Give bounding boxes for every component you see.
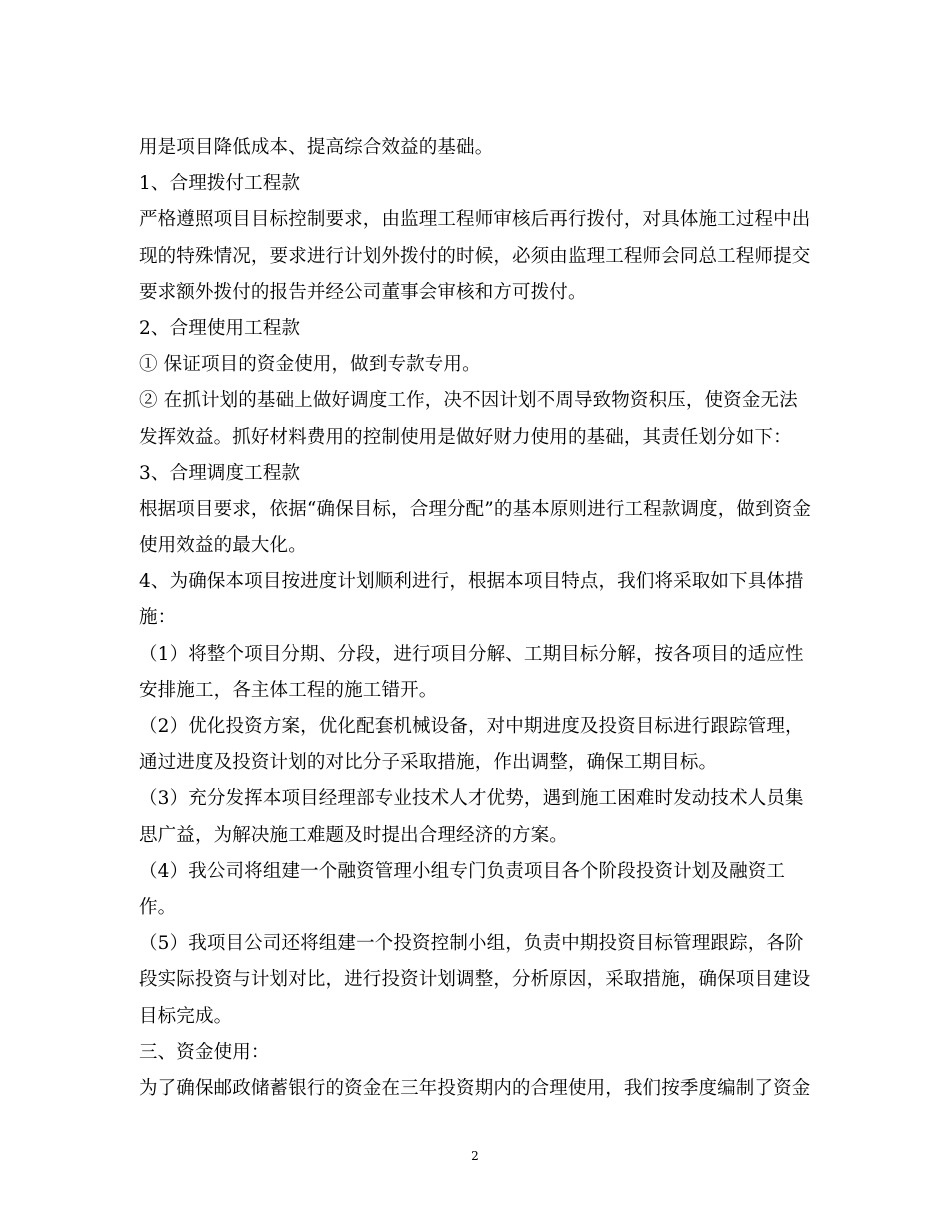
- page-number: 2: [471, 1149, 479, 1163]
- section-heading: 4、为确保本项目按进度计划顺利进行，根据本项目特点，我们将采取如下具体措: [139, 571, 804, 593]
- list-item: （5）我项目公司还将组建一个投资控制小组，负责中期投资目标管理跟踪，各阶: [139, 933, 804, 955]
- text-line: 思广益，为解决施工难题及时提出合理经济的方案。: [139, 824, 568, 846]
- text-line: 使用效益的最大化。: [139, 535, 307, 557]
- text-line: 通过进度及投资计划的对比分子采取措施，作出调整，确保工期目标。: [139, 752, 718, 774]
- document-body: [139, 130, 819, 1107]
- text-line: 根据项目要求，依据“确保目标，合理分配”的基本原则进行工程款调度，做到资金: [139, 498, 811, 520]
- text-line: 施：: [139, 607, 177, 629]
- list-item: ① 保证项目的资金使用，做到专款专用。: [139, 354, 481, 376]
- section-heading: 3、合理调度工程款: [139, 462, 301, 484]
- text-line: 为了确保邮政储蓄银行的资金在三年投资期内的合理使用，我们按季度编制了资金: [139, 1077, 811, 1099]
- text-line: 现的特殊情况，要求进行计划外拨付的时候，必须由监理工程师会同总工程师提交: [139, 245, 811, 267]
- section-heading: 1、合理拨付工程款: [139, 173, 301, 195]
- list-item: （4）我公司将组建一个融资管理小组专门负责项目各个阶段投资计划及融资工: [139, 860, 786, 882]
- text-line: 要求额外拨付的报告并经公司董事会审核和方可拨付。: [139, 281, 587, 303]
- section-heading: 三、资金使用：: [139, 1041, 270, 1063]
- text-line: 作。: [139, 896, 177, 918]
- text-line: 安排施工，各主体工程的施工错开。: [139, 679, 438, 701]
- text-line: 发挥效益。抓好材料费用的控制使用是做好财力使用的基础，其责任划分如下：: [139, 426, 792, 448]
- list-item: （2）优化投资方案，优化配套机械设备，对中期进度及投资目标进行跟踪管理，: [139, 716, 804, 737]
- list-item: ② 在抓计划的基础上做好调度工作，决不因计划不周导致物资积压，使资金无法: [139, 390, 798, 412]
- list-item: （1）将整个项目分期、分段，进行项目分解、工期目标分解，按各项目的适应性: [139, 643, 804, 665]
- text-line: 目标完成。: [139, 1005, 233, 1027]
- section-heading: 2、合理使用工程款: [139, 317, 301, 339]
- list-item: （3）充分发挥本项目经理部专业技术人才优势，遇到施工困难时发动技术人员集: [139, 788, 804, 810]
- text-line: 严格遵照项目目标控制要求，由监理工程师审核后再行拨付，对具体施工过程中出: [139, 209, 811, 231]
- text-line: 用是项目降低成本、提高综合效益的基础。: [139, 137, 494, 158]
- text-line: 段实际投资与计划对比，进行投资计划调整，分析原因，采取措施，确保项目建设: [139, 969, 811, 991]
